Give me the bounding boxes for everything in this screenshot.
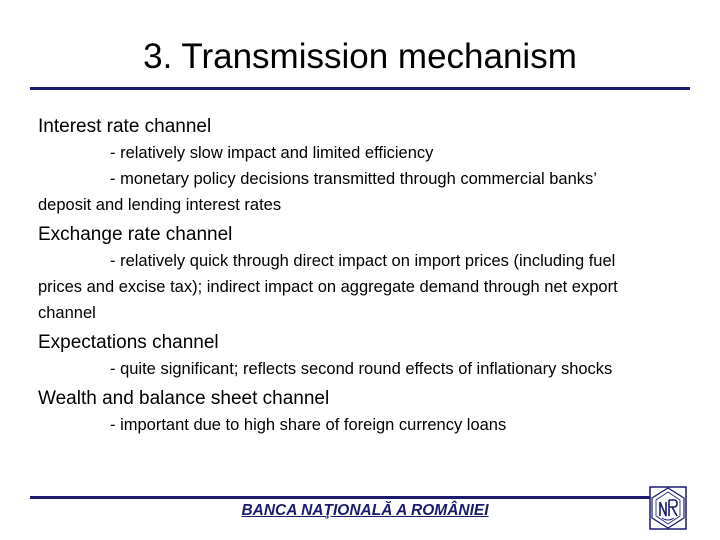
section-line: - relatively slow impact and limited efficiency (110, 144, 434, 162)
section-line: - quite significant; reflects second round effects of inflationary shocks (110, 360, 613, 378)
section-line: deposit and lending interest rates (38, 196, 282, 214)
section-line: - important due to high share of foreign currency loans (110, 416, 507, 434)
section-line: channel (38, 304, 96, 322)
section-line: - relatively quick through direct impact on import prices (including fuel (110, 252, 616, 270)
section-heading-wealth-balance: Wealth and balance sheet channel (38, 388, 330, 409)
title-divider (30, 87, 690, 90)
section-line: - monetary policy decisions transmitted through commercial banks’ (110, 170, 597, 188)
section-heading-exchange-rate: Exchange rate channel (38, 224, 233, 245)
section-heading-expectations: Expectations channel (38, 332, 219, 353)
section-heading-interest-rate: Interest rate channel (38, 116, 212, 137)
section-line: prices and excise tax); indirect impact on aggregate demand through net export (38, 278, 618, 296)
footer-divider (30, 496, 650, 499)
bnr-logo-icon (649, 484, 687, 532)
slide-content (38, 114, 688, 438)
footer-bank-name: BANCA NAŢIONALĂ A ROMÂNIEI (241, 502, 489, 519)
slide-title: 3. Transmission mechanism (143, 37, 577, 76)
